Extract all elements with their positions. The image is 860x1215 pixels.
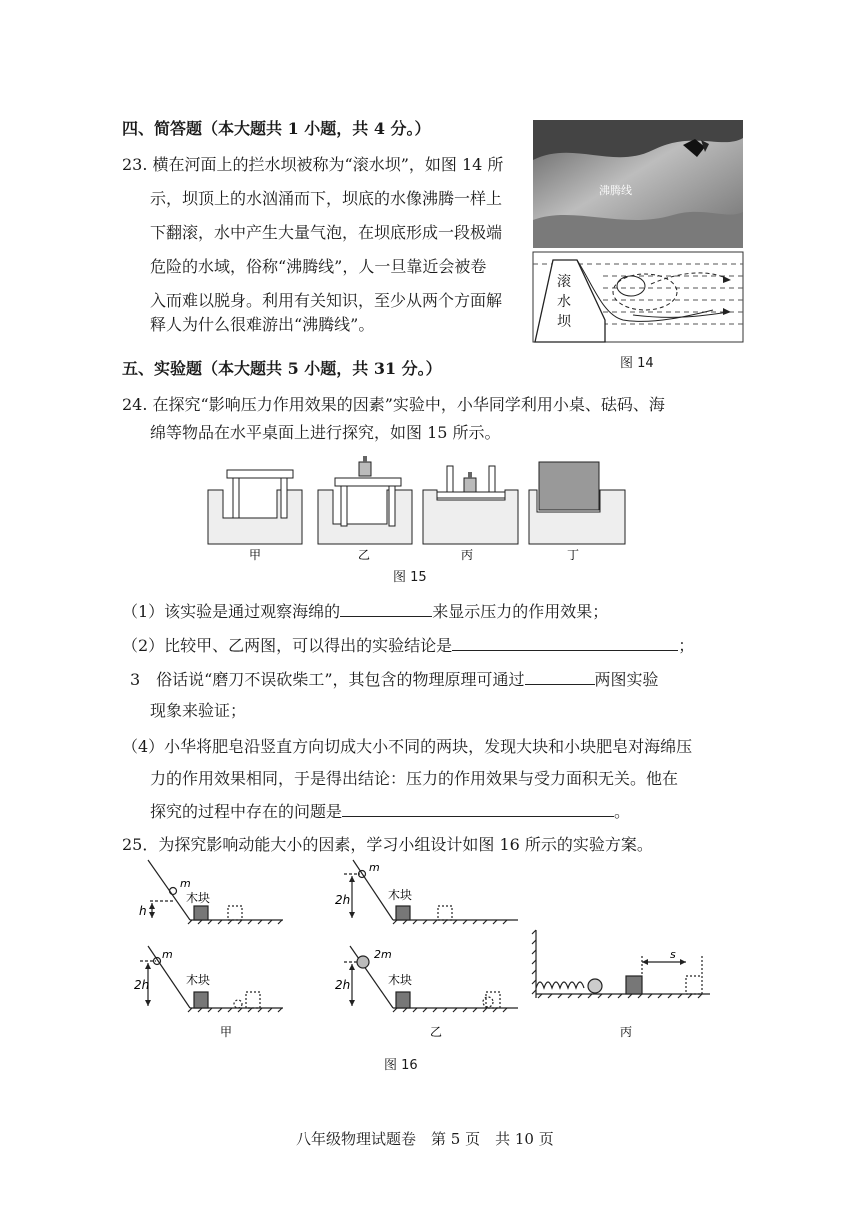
q23-line-2: 示，坝顶上的水汹涌而下，坝底的水像沸腾一样上 — [150, 189, 503, 208]
q23-line-5: 入而难以脱身。利用有关知识，至少从两个方面解 — [150, 291, 503, 310]
q24-part-1-text-a: （1）该实验是通过观察海绵的 — [122, 602, 341, 621]
dam-label-2: 水 — [557, 294, 571, 310]
yi-bottom-mass: 2m — [374, 948, 392, 961]
river-photo — [533, 120, 743, 248]
figure-14-caption: 图 14 — [620, 356, 654, 371]
figure-16-caption: 图 16 — [384, 1058, 418, 1073]
q24-line-2: 绵等物品在水平桌面上进行探究，如图 15 所示。 — [150, 423, 501, 442]
label-yi: 乙 — [358, 548, 371, 562]
label-jia: 甲 — [249, 548, 262, 562]
yi-bottom-block-label: 木块 — [388, 973, 413, 987]
boiling-line-label: 沸腾线 — [599, 184, 632, 197]
q23-line-6: 释人为什么很难游出“沸腾线”。 — [150, 315, 375, 334]
q24-part-3-text-b: 两图实验 — [594, 670, 659, 689]
q24-part-4-line-3 — [150, 800, 630, 823]
jia-top-mass: m — [180, 877, 191, 890]
yi-top-block-label: 木块 — [388, 888, 413, 902]
q24-part-2-text-b: ； — [678, 636, 695, 655]
yi-bottom-height: 2h — [335, 978, 351, 992]
section-5-title: 五、实验题（本大题共 5 小题，共 31 分。） — [122, 359, 442, 378]
figure-15 — [205, 452, 630, 564]
jia-bottom-block-label: 木块 — [186, 973, 211, 987]
q23-line-3: 下翻滚，水中产生大量气泡，在坝底形成一段极端 — [150, 223, 503, 242]
panel-yi — [318, 456, 412, 544]
panel-bing — [423, 466, 518, 544]
page-footer: 八年级物理试题卷 第 5 页 共 10 页 — [296, 1130, 554, 1148]
jia-bottom-mass: m — [162, 948, 173, 961]
q24-part-2 — [122, 634, 694, 657]
q24-part-4-line-1: （4）小华将肥皂沿竖直方向切成大小不同的两块，发现大块和小块肥皂对海绵压 — [122, 737, 693, 756]
answer-blank-2[interactable] — [452, 634, 678, 651]
yi-top-height: 2h — [335, 893, 351, 907]
q24-part-4-text-b: 。 — [614, 802, 631, 821]
bing-distance: s — [670, 948, 676, 961]
q24-part-4-line-2: 力的作用效果相同，于是得出结论：压力的作用效果与受力面积无关。他在 — [150, 769, 679, 788]
q25-intro: 25．为探究影响动能大小的因素，学习小组设计如图 16 所示的实验方案。 — [122, 835, 653, 854]
panel-ding — [529, 462, 625, 544]
dam-label-1: 滚 — [557, 274, 571, 290]
q23-line-4: 危险的水域，俗称“沸腾线”，人一旦靠近会被卷 — [150, 257, 487, 276]
q24-part-3-text-a: 3 俗话说“磨刀不误砍柴工”，其包含的物理原理可通过 — [130, 670, 525, 689]
q23-line-1: 23. 横在河面上的拦水坝被称为“滚水坝”，如图 14 所 — [122, 155, 504, 174]
q24-line-1: 24. 在探究“影响压力作用效果的因素”实验中，小华同学利用小桌、砝码、海 — [122, 395, 665, 414]
q24-part-3 — [130, 668, 659, 691]
answer-blank-4[interactable] — [342, 800, 614, 817]
yi-top-mass: m — [369, 861, 380, 874]
label-bing: 丙 — [461, 548, 474, 562]
figure-16 — [134, 858, 718, 1048]
jia-top-block-label: 木块 — [186, 891, 211, 905]
fig16-label-bing: 丙 — [620, 1025, 633, 1039]
jia-bottom-height: 2h — [134, 978, 150, 992]
q24-part-1 — [122, 600, 608, 623]
q24-part-1-text-b: 来显示压力的作用效果； — [432, 602, 609, 621]
figure-14 — [533, 120, 745, 345]
label-ding: 丁 — [567, 548, 580, 562]
q24-part-3-cont: 现象来验证； — [150, 701, 247, 720]
panel-jia — [208, 470, 302, 544]
q24-part-4-text-a: 探究的过程中存在的问题是 — [150, 802, 343, 821]
answer-blank-3[interactable] — [525, 668, 595, 685]
figure-15-caption: 图 15 — [393, 570, 427, 585]
fig16-label-yi: 乙 — [430, 1025, 443, 1039]
jia-top-height: h — [139, 904, 147, 918]
section-4-title: 四、简答题（本大题共 1 小题，共 4 分。） — [122, 119, 431, 138]
q24-part-2-text-a: （2）比较甲、乙两图，可以得出的实验结论是 — [122, 636, 453, 655]
dam-label-3: 坝 — [557, 314, 571, 330]
fig16-label-jia: 甲 — [220, 1025, 233, 1039]
answer-blank-1[interactable] — [340, 600, 432, 617]
